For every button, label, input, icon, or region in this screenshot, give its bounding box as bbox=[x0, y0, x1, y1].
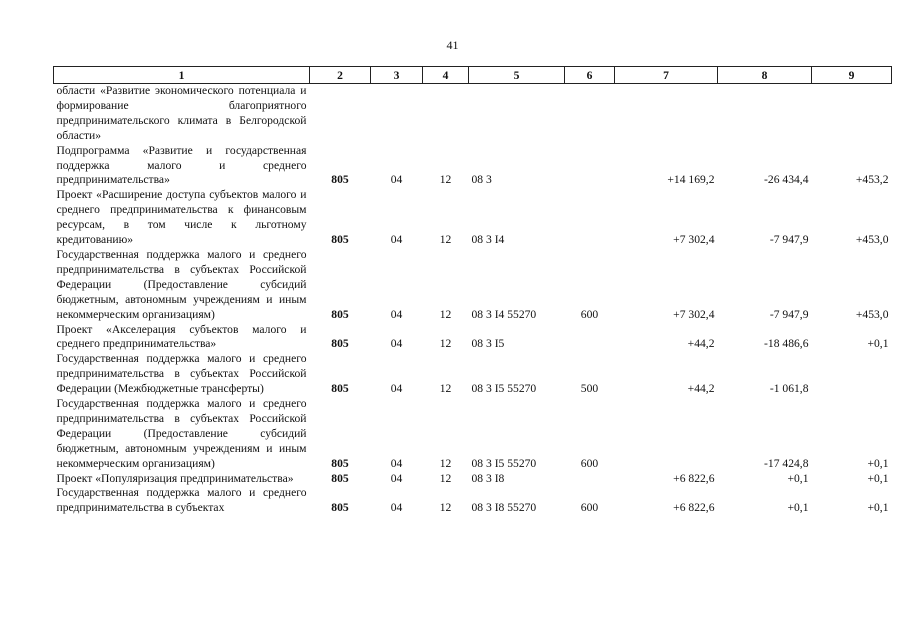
table-row bbox=[54, 486, 892, 516]
row-amount-col8-cell: -7 947,9 bbox=[769, 307, 809, 321]
row-name-cell: Проект «Расширение доступа субъектов малого и среднего предпринимательства к финансовым ресурсам, в том числе к льготному кредитованию» bbox=[56, 188, 307, 247]
row-expense-type-cell bbox=[565, 84, 615, 144]
row-amount-col9-cell bbox=[812, 84, 892, 144]
row-amount-col9-cell: +0,1 bbox=[867, 456, 889, 470]
budget-table bbox=[53, 66, 892, 516]
row-subsection-cell: 12 bbox=[439, 471, 452, 485]
row-grbs-cell: 805 bbox=[331, 382, 349, 396]
row-target-article-cell: 08 3 I5 55270 bbox=[471, 382, 537, 396]
row-name-cell: Проект «Популяризация предпринимательства» bbox=[56, 471, 294, 485]
header-col-1: 1 bbox=[54, 67, 310, 84]
table-header bbox=[54, 67, 892, 84]
row-amount-col8-cell: -26 434,4 bbox=[764, 173, 809, 187]
row-section-cell: 04 bbox=[390, 382, 403, 396]
header-col-8: 8 bbox=[718, 67, 812, 84]
row-expense-type-cell: 600 bbox=[580, 307, 599, 321]
row-subsection-cell bbox=[423, 84, 469, 144]
row-subsection-cell: 12 bbox=[439, 456, 452, 470]
header-row bbox=[54, 67, 892, 84]
row-expense-type-cell: 600 bbox=[580, 501, 599, 515]
row-name-cell: области «Развитие экономического потенциала и формирование благоприятного предпринимательского климата в Белгородской области» bbox=[56, 84, 307, 142]
row-section-cell: 04 bbox=[390, 307, 403, 321]
row-subsection-cell: 12 bbox=[439, 173, 452, 187]
row-grbs-cell: 805 bbox=[331, 456, 349, 470]
row-target-article-cell bbox=[469, 84, 565, 144]
row-grbs-cell: 805 bbox=[331, 233, 349, 247]
row-subsection-cell: 12 bbox=[439, 337, 452, 351]
row-amount-col9-cell: +453,2 bbox=[855, 173, 889, 187]
row-amount-col8-cell: -17 424,8 bbox=[764, 456, 809, 470]
row-name-cell: Государственная поддержка малого и среднего предпринимательства в субъектах bbox=[56, 486, 307, 515]
row-name-cell: Государственная поддержка малого и среднего предпринимательства в субъектах Российской Федерации (Межбюджетные трансферты) bbox=[56, 352, 307, 396]
row-amount-col8-cell bbox=[718, 84, 812, 144]
row-section-cell: 04 bbox=[390, 501, 403, 515]
row-amount-col7-cell: +14 169,2 bbox=[667, 173, 715, 187]
header-col-9: 9 bbox=[812, 67, 892, 84]
row-target-article-cell: 08 3 I5 bbox=[471, 337, 505, 351]
row-amount-col9-cell: +0,1 bbox=[867, 501, 889, 515]
row-amount-col7-cell: +7 302,4 bbox=[673, 307, 715, 321]
header-col-3: 3 bbox=[371, 67, 423, 84]
row-target-article-cell: 08 3 bbox=[471, 173, 492, 187]
row-amount-col7-cell: +7 302,4 bbox=[673, 233, 715, 247]
row-grbs-cell: 805 bbox=[331, 471, 349, 485]
row-expense-type-cell bbox=[565, 188, 615, 248]
table-row bbox=[54, 323, 892, 353]
row-grbs-cell bbox=[310, 84, 371, 144]
row-name-cell: Подпрограмма «Развитие и государственная поддержка малого и среднего предпринимательства» bbox=[56, 143, 307, 187]
row-target-article-cell: 08 3 I4 55270 bbox=[471, 307, 537, 321]
row-amount-col9-cell: +0,1 bbox=[867, 471, 889, 485]
row-name-cell: Проект «Акселерация субъектов малого и среднего предпринимательства» bbox=[56, 322, 307, 351]
row-amount-col8-cell: -18 486,6 bbox=[764, 337, 809, 351]
header-col-4: 4 bbox=[423, 67, 469, 84]
row-amount-col7-cell: +44,2 bbox=[687, 337, 715, 351]
table-body bbox=[54, 84, 892, 517]
row-expense-type-cell bbox=[565, 144, 615, 189]
row-section-cell: 04 bbox=[390, 471, 403, 485]
row-grbs-cell: 805 bbox=[331, 337, 349, 351]
header-col-6: 6 bbox=[565, 67, 615, 84]
row-expense-type-cell: 500 bbox=[580, 382, 599, 396]
row-subsection-cell: 12 bbox=[439, 501, 452, 515]
row-amount-col7-cell: +6 822,6 bbox=[673, 471, 715, 485]
row-grbs-cell: 805 bbox=[331, 307, 349, 321]
header-col-5: 5 bbox=[469, 67, 565, 84]
row-section-cell: 04 bbox=[390, 456, 403, 470]
row-amount-col9-cell: +453,0 bbox=[855, 307, 889, 321]
table-row bbox=[54, 144, 892, 189]
row-subsection-cell: 12 bbox=[439, 233, 452, 247]
header-col-2: 2 bbox=[310, 67, 371, 84]
row-grbs-cell: 805 bbox=[331, 501, 349, 515]
header-col-7: 7 bbox=[615, 67, 718, 84]
row-amount-col8-cell: -7 947,9 bbox=[769, 233, 809, 247]
row-amount-col7-cell bbox=[615, 84, 718, 144]
row-amount-col9-cell: +453,0 bbox=[855, 233, 889, 247]
row-name-cell: Государственная поддержка малого и среднего предпринимательства в субъектах Российской Федерации (Предоставление субсидий бюджетным, автономным учреждениям и иным некоммерческим организациям) bbox=[56, 247, 307, 321]
row-amount-col8-cell: +0,1 bbox=[787, 501, 809, 515]
row-name-cell: Государственная поддержка малого и среднего предпринимательства в субъектах Российской Федерации (Предоставление субсидий бюджетным, автономным учреждениям и иным некоммерческим организациям) bbox=[56, 397, 307, 470]
row-amount-col8-cell: -1 061,8 bbox=[769, 382, 809, 396]
row-target-article-cell: 08 3 I8 bbox=[471, 471, 505, 485]
row-section-cell: 04 bbox=[390, 173, 403, 187]
table-row bbox=[54, 248, 892, 323]
row-target-article-cell: 08 3 I5 55270 bbox=[471, 456, 537, 470]
row-grbs-cell: 805 bbox=[331, 173, 349, 187]
table-row bbox=[54, 472, 892, 487]
row-section-cell: 04 bbox=[390, 337, 403, 351]
row-section-cell bbox=[371, 84, 423, 144]
table-row bbox=[54, 352, 892, 397]
row-amount-col7-cell: +6 822,6 bbox=[673, 501, 715, 515]
row-section-cell: 04 bbox=[390, 233, 403, 247]
row-expense-type-cell bbox=[565, 323, 615, 353]
row-amount-col9-cell bbox=[812, 352, 892, 397]
row-expense-type-cell: 600 bbox=[580, 456, 599, 470]
table-row bbox=[54, 397, 892, 472]
row-target-article-cell: 08 3 I4 bbox=[471, 233, 505, 247]
row-subsection-cell: 12 bbox=[439, 307, 452, 321]
row-amount-col7-cell bbox=[615, 397, 718, 472]
row-subsection-cell: 12 bbox=[439, 382, 452, 396]
row-expense-type-cell bbox=[565, 472, 615, 487]
row-target-article-cell: 08 3 I8 55270 bbox=[471, 501, 537, 515]
row-amount-col7-cell: +44,2 bbox=[687, 382, 715, 396]
table-row bbox=[54, 188, 892, 248]
row-amount-col8-cell: +0,1 bbox=[787, 471, 809, 485]
page-number: 41 bbox=[446, 38, 459, 52]
table-row bbox=[54, 84, 892, 144]
row-amount-col9-cell: +0,1 bbox=[867, 337, 889, 351]
